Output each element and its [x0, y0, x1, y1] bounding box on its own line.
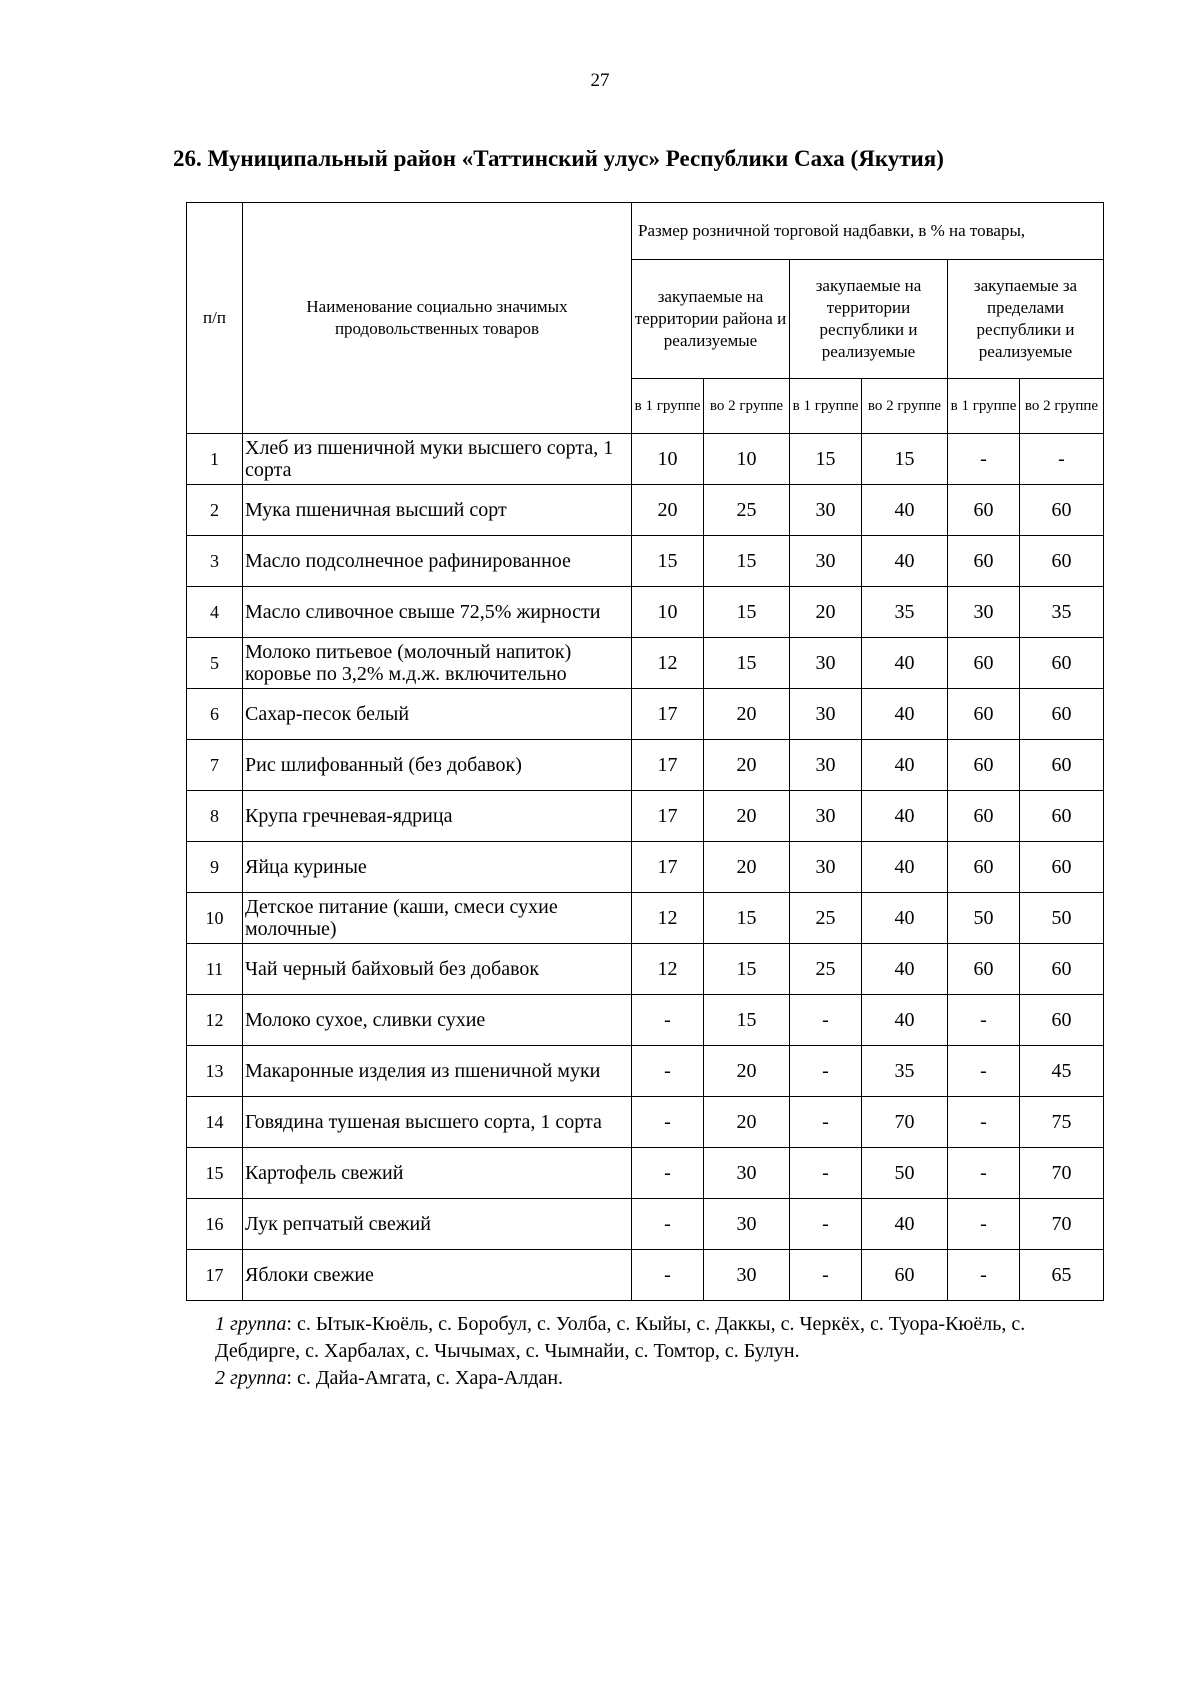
- row-number: 9: [187, 842, 243, 893]
- markup-value: -: [632, 995, 704, 1046]
- markup-value: 20: [704, 1097, 790, 1148]
- markup-value: 10: [704, 434, 790, 485]
- markup-value: 17: [632, 791, 704, 842]
- product-name: Говядина тушеная высшего сорта, 1 сорта: [243, 1097, 632, 1148]
- markup-value: 30: [790, 536, 862, 587]
- product-name: Лук репчатый свежий: [243, 1199, 632, 1250]
- markup-value: 40: [862, 638, 948, 689]
- table-row: [187, 1097, 1104, 1148]
- markup-value: 10: [632, 587, 704, 638]
- row-number: 17: [187, 1250, 243, 1301]
- table-row: [187, 1199, 1104, 1250]
- markup-value: 40: [862, 1199, 948, 1250]
- row-number: 12: [187, 995, 243, 1046]
- markup-value: 25: [790, 944, 862, 995]
- markup-value: 40: [862, 536, 948, 587]
- markup-value: 12: [632, 638, 704, 689]
- product-name: Сахар-песок белый: [243, 689, 632, 740]
- markup-value: 20: [632, 485, 704, 536]
- row-number: 15: [187, 1148, 243, 1199]
- markup-value: 30: [790, 791, 862, 842]
- product-name: Молоко питьевое (молочный напиток) коровье по 3,2% м.д.ж. включительно: [243, 638, 632, 689]
- markup-value: 30: [790, 638, 862, 689]
- markup-value: 25: [790, 893, 862, 944]
- markup-value: 30: [790, 485, 862, 536]
- footnote-group-1-label: 1 группа: [215, 1313, 287, 1335]
- markup-value: 25: [704, 485, 790, 536]
- product-name: Хлеб из пшеничной муки высшего сорта, 1 сорта: [243, 434, 632, 485]
- footnote-group-1-text: : с. Ытык-Кюёль, с. Боробул, с. Уолба, с. Кыйы, с. Даккы, с. Черкёх, с. Туора-Кюёль, с. Дебдирге, с. Харбалах, с. Чычымах, с. Чымнайи, с. Томтор, с. Булун.: [215, 1313, 1026, 1362]
- product-name: Мука пшеничная высший сорт: [243, 485, 632, 536]
- markup-value: 50: [862, 1148, 948, 1199]
- markup-value: -: [632, 1046, 704, 1097]
- footnote-group-2: [215, 1365, 1115, 1392]
- section-heading: 26. Муниципальный район «Таттинский улус» Республики Саха (Якутия): [173, 146, 944, 171]
- table-row: [187, 842, 1104, 893]
- markup-value: 60: [1020, 689, 1104, 740]
- markup-value: 60: [1020, 791, 1104, 842]
- markup-value: -: [632, 1199, 704, 1250]
- markup-value: -: [948, 1250, 1020, 1301]
- header-product-name: Наименование социально значимых продовольственных товаров: [243, 203, 632, 434]
- row-number: 1: [187, 434, 243, 485]
- markup-value: -: [632, 1250, 704, 1301]
- markup-value: -: [948, 1046, 1020, 1097]
- markup-value: -: [790, 995, 862, 1046]
- row-number: 10: [187, 893, 243, 944]
- markup-value: 10: [632, 434, 704, 485]
- header-group-label: в 1 группе: [790, 379, 862, 434]
- markup-value: 17: [632, 842, 704, 893]
- markup-value: 20: [704, 791, 790, 842]
- markup-value: 60: [1020, 995, 1104, 1046]
- markup-value: 15: [632, 536, 704, 587]
- footnotes: [215, 1311, 1115, 1392]
- row-number: 8: [187, 791, 243, 842]
- markup-value: 50: [948, 893, 1020, 944]
- header-outside-republic-goods: закупаемые за пределами республики и реализуемые: [948, 260, 1104, 379]
- table-body: [187, 434, 1104, 1301]
- table-row: [187, 689, 1104, 740]
- markup-value: 40: [862, 740, 948, 791]
- product-name: Масло сливочное свыше 72,5% жирности: [243, 587, 632, 638]
- header-group-label: в 1 группе: [948, 379, 1020, 434]
- page-number: 27: [590, 70, 610, 91]
- table-row: [187, 1046, 1104, 1097]
- markup-value: 12: [632, 893, 704, 944]
- product-name: Чай черный байховый без добавок: [243, 944, 632, 995]
- table-row: [187, 1148, 1104, 1199]
- product-name: Масло подсолнечное рафинированное: [243, 536, 632, 587]
- footnote-group-2-text: : с. Дайа-Амгата, с. Хара-Алдан.: [286, 1367, 564, 1389]
- markup-value: 35: [862, 1046, 948, 1097]
- header-row-number: п/п: [187, 203, 243, 434]
- table-row: [187, 995, 1104, 1046]
- markup-value: -: [790, 1148, 862, 1199]
- product-name: Детское питание (каши, смеси сухие молочные): [243, 893, 632, 944]
- markup-value: 20: [704, 842, 790, 893]
- row-number: 2: [187, 485, 243, 536]
- markup-value: 15: [704, 638, 790, 689]
- table-row: [187, 893, 1104, 944]
- markup-value: 20: [704, 740, 790, 791]
- markup-value: -: [948, 1097, 1020, 1148]
- markup-value: 40: [862, 689, 948, 740]
- markup-value: 60: [1020, 944, 1104, 995]
- markup-value: 60: [1020, 638, 1104, 689]
- markup-value: 15: [704, 587, 790, 638]
- row-number: 11: [187, 944, 243, 995]
- table-row: [187, 536, 1104, 587]
- markup-value: 30: [790, 689, 862, 740]
- markup-value: 30: [948, 587, 1020, 638]
- header-markup-size: Размер розничной торговой надбавки, в % на товары,: [632, 203, 1104, 260]
- row-number: 5: [187, 638, 243, 689]
- table-row: [187, 434, 1104, 485]
- markup-value: 65: [1020, 1250, 1104, 1301]
- markup-value: -: [948, 1148, 1020, 1199]
- markup-value: 17: [632, 689, 704, 740]
- markup-value: 15: [704, 995, 790, 1046]
- markup-value: 70: [1020, 1199, 1104, 1250]
- product-name: Молоко сухое, сливки сухие: [243, 995, 632, 1046]
- markup-value: 60: [1020, 842, 1104, 893]
- markup-value: 40: [862, 791, 948, 842]
- header-district-goods: закупаемые на территории района и реализуемые: [632, 260, 790, 379]
- markup-value: -: [948, 1199, 1020, 1250]
- markup-value: 20: [704, 689, 790, 740]
- row-number: 4: [187, 587, 243, 638]
- markup-value: 12: [632, 944, 704, 995]
- markup-value: 45: [1020, 1046, 1104, 1097]
- footnote-group-1: [215, 1311, 1115, 1365]
- row-number: 14: [187, 1097, 243, 1148]
- markup-value: 60: [1020, 536, 1104, 587]
- markup-value: 15: [790, 434, 862, 485]
- markup-value: 60: [862, 1250, 948, 1301]
- markup-value: 40: [862, 485, 948, 536]
- markup-value: -: [632, 1097, 704, 1148]
- product-name: Крупа гречневая-ядрица: [243, 791, 632, 842]
- markup-value: -: [948, 434, 1020, 485]
- markup-value: -: [948, 995, 1020, 1046]
- header-group-label: во 2 группе: [862, 379, 948, 434]
- product-name: Картофель свежий: [243, 1148, 632, 1199]
- markup-value: -: [790, 1199, 862, 1250]
- row-number: 3: [187, 536, 243, 587]
- markup-value: 30: [704, 1148, 790, 1199]
- header-group-label: в 1 группе: [632, 379, 704, 434]
- table-row: [187, 791, 1104, 842]
- markup-value: 70: [862, 1097, 948, 1148]
- markup-value: 15: [862, 434, 948, 485]
- product-name: Макаронные изделия из пшеничной муки: [243, 1046, 632, 1097]
- header-group-label: во 2 группе: [704, 379, 790, 434]
- markup-value: 30: [704, 1199, 790, 1250]
- markup-value: 30: [704, 1250, 790, 1301]
- markup-value: 60: [948, 740, 1020, 791]
- markup-value: 50: [1020, 893, 1104, 944]
- table-row: [187, 587, 1104, 638]
- markup-value: 70: [1020, 1148, 1104, 1199]
- markup-value: 20: [704, 1046, 790, 1097]
- markup-value: 60: [1020, 740, 1104, 791]
- row-number: 13: [187, 1046, 243, 1097]
- markup-value: 60: [948, 689, 1020, 740]
- markup-value: 15: [704, 536, 790, 587]
- product-name: Рис шлифованный (без добавок): [243, 740, 632, 791]
- markup-value: 30: [790, 740, 862, 791]
- markup-value: -: [790, 1097, 862, 1148]
- product-name: Яйца куриные: [243, 842, 632, 893]
- markup-table: [186, 202, 1104, 1301]
- markup-value: 17: [632, 740, 704, 791]
- header-republic-goods: закупаемые на территории республики и реализуемые: [790, 260, 948, 379]
- markup-value: 15: [704, 944, 790, 995]
- table-row: [187, 1250, 1104, 1301]
- markup-value: 60: [948, 536, 1020, 587]
- markup-value: 60: [948, 842, 1020, 893]
- markup-value: 15: [704, 893, 790, 944]
- markup-value: 60: [948, 944, 1020, 995]
- markup-value: -: [632, 1148, 704, 1199]
- markup-value: 40: [862, 842, 948, 893]
- markup-value: 60: [948, 791, 1020, 842]
- row-number: 16: [187, 1199, 243, 1250]
- markup-value: 40: [862, 893, 948, 944]
- markup-value: 60: [948, 638, 1020, 689]
- table-row: [187, 944, 1104, 995]
- markup-value: 60: [948, 485, 1020, 536]
- markup-value: -: [790, 1250, 862, 1301]
- table-row: [187, 638, 1104, 689]
- markup-value: 30: [790, 842, 862, 893]
- markup-value: 75: [1020, 1097, 1104, 1148]
- markup-value: -: [1020, 434, 1104, 485]
- product-name: Яблоки свежие: [243, 1250, 632, 1301]
- markup-value: 60: [1020, 485, 1104, 536]
- markup-value: 20: [790, 587, 862, 638]
- footnote-group-2-label: 2 группа: [215, 1367, 287, 1389]
- markup-value: 35: [1020, 587, 1104, 638]
- markup-value: -: [790, 1046, 862, 1097]
- table-row: [187, 485, 1104, 536]
- row-number: 6: [187, 689, 243, 740]
- header-group-label: во 2 группе: [1020, 379, 1104, 434]
- row-number: 7: [187, 740, 243, 791]
- markup-value: 40: [862, 995, 948, 1046]
- markup-value: 40: [862, 944, 948, 995]
- markup-value: 35: [862, 587, 948, 638]
- table-row: [187, 740, 1104, 791]
